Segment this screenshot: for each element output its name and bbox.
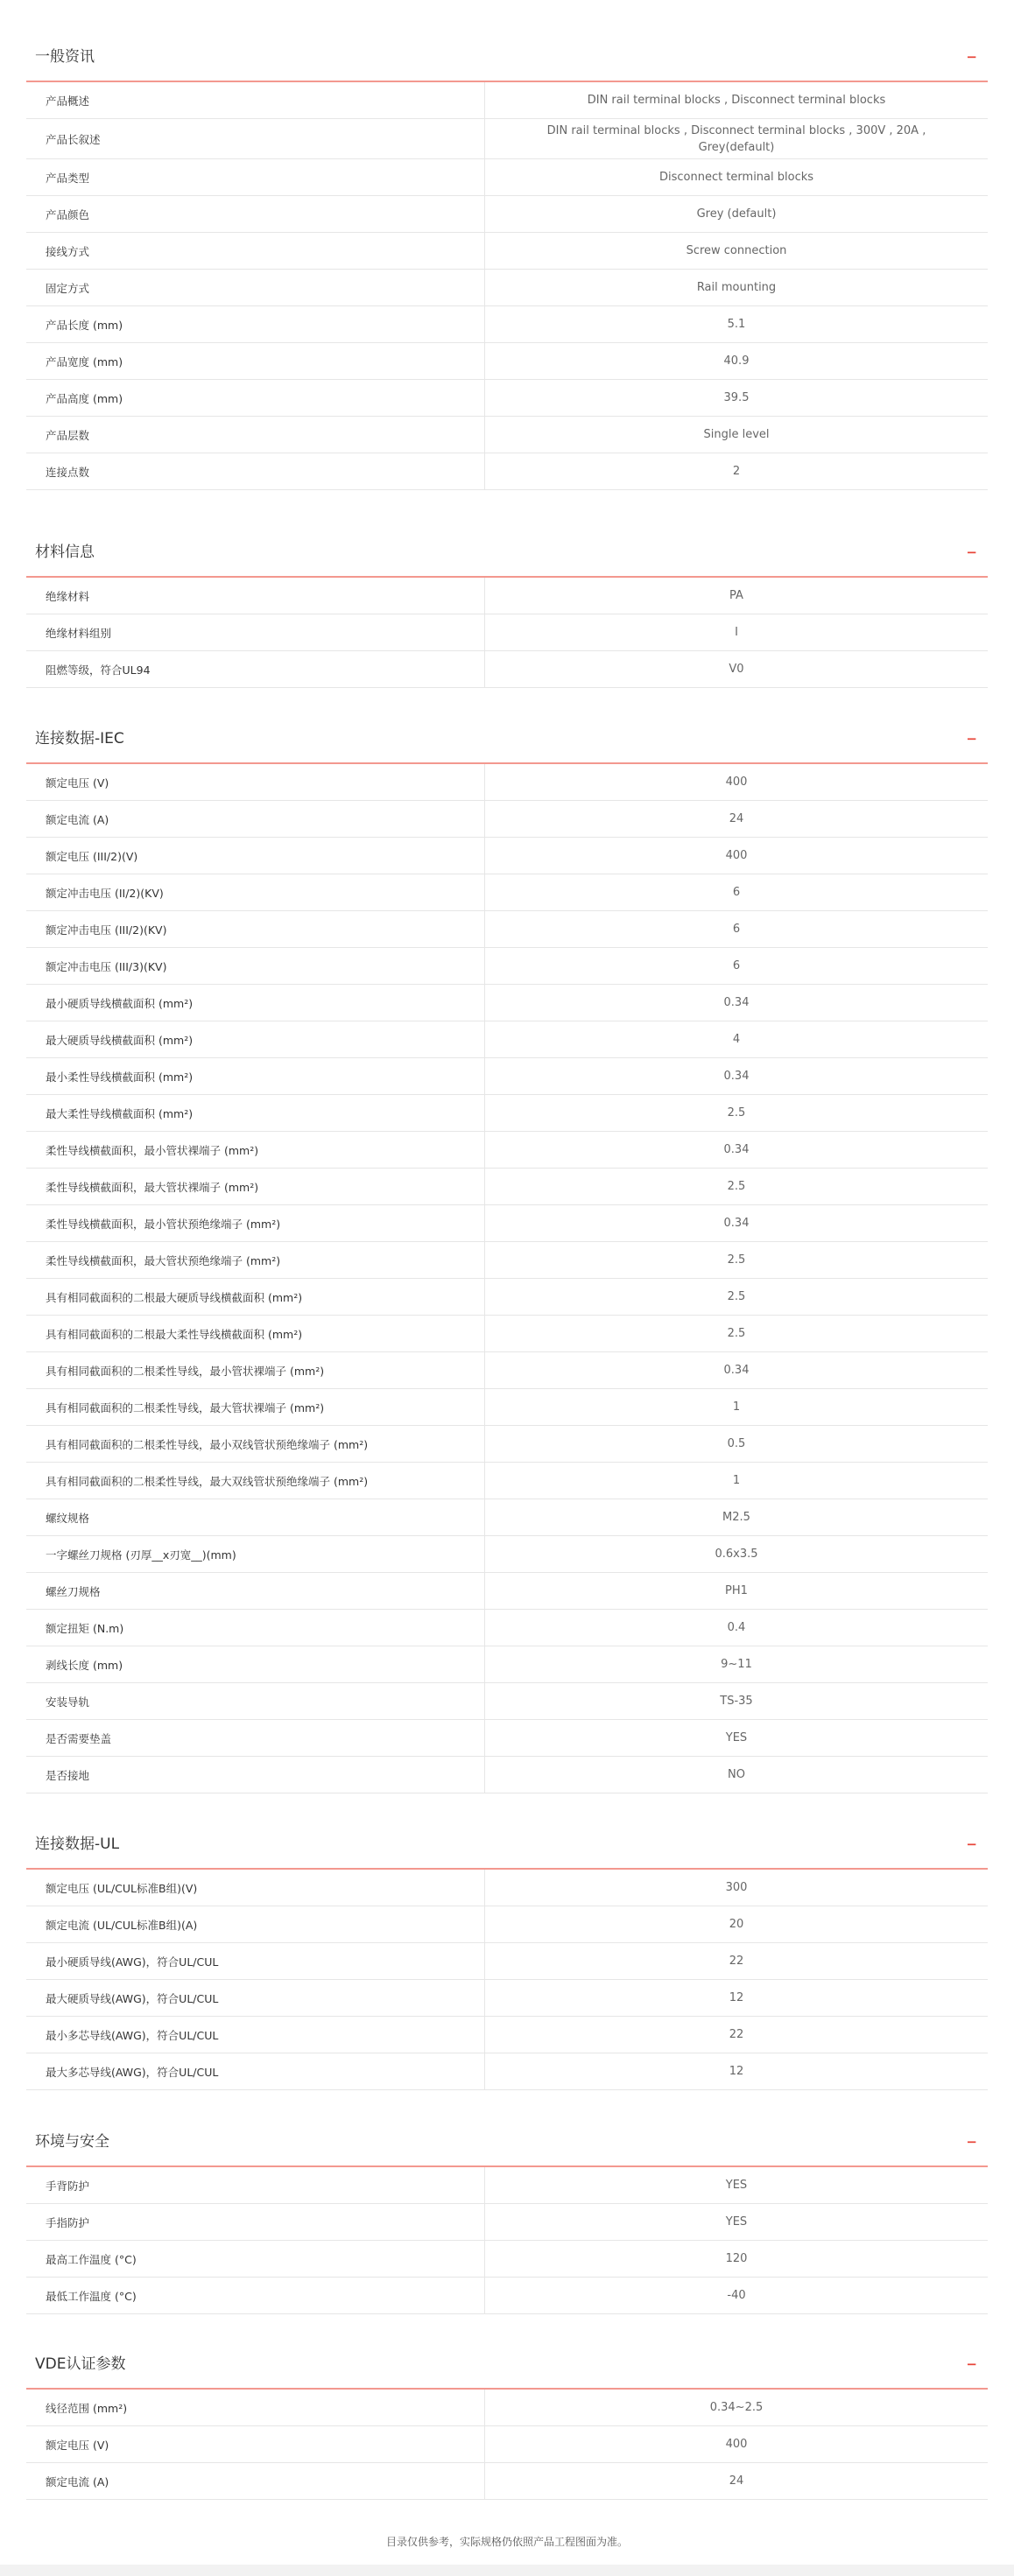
spec-value: 9~11 [721, 1658, 752, 1671]
spec-row [26, 196, 988, 233]
spec-row [26, 651, 988, 688]
spec-label: 额定电压 (UL/CUL标准B组)(V) [46, 1881, 198, 1895]
spec-label: 最小柔性导线横截面积 (mm²) [46, 1070, 194, 1084]
spec-row [26, 270, 988, 306]
spec-value: 2.5 [727, 1106, 746, 1120]
spec-label: 具有相同截面积的二根柔性导线，最大双线管状预绝缘端子 (mm²) [46, 1474, 369, 1488]
spec-value: Grey (default) [696, 207, 777, 221]
collapse-icon[interactable]: − [966, 49, 977, 65]
spec-row [26, 2167, 988, 2204]
spec-label: 具有相同截面积的二根柔性导线，最大管状裸端子 (mm²) [46, 1400, 325, 1414]
spec-row [26, 1169, 988, 1205]
spec-value: 400 [725, 776, 748, 789]
spec-label: 最大硬质导线横截面积 (mm²) [46, 1033, 194, 1047]
spec-value: 24 [729, 2474, 744, 2488]
spec-label: 最大硬质导线(AWG)，符合UL/CUL [46, 1991, 219, 2005]
bottom-bar [0, 2565, 1014, 2576]
spec-value: 12 [729, 1991, 744, 2004]
spec-value: NO [728, 1768, 745, 1781]
spec-value: -40 [727, 2289, 746, 2302]
spec-value: 0.34 [723, 996, 750, 1009]
spec-row [26, 1980, 988, 2017]
spec-label: 绝缘材料组别 [46, 626, 112, 640]
spec-row [26, 1610, 988, 1646]
section-header[interactable] [26, 527, 988, 578]
spec-row [26, 1720, 988, 1757]
spec-row [26, 985, 988, 1021]
spec-row [26, 380, 988, 417]
spec-row [26, 1683, 988, 1720]
spec-value: 22 [729, 1955, 744, 1968]
spec-value: 24 [729, 812, 744, 825]
spec-row [26, 764, 988, 801]
spec-row [26, 1646, 988, 1683]
spec-label: 柔性导线横截面积，最小管状预绝缘端子 (mm²) [46, 1217, 281, 1231]
spec-label: 手指防护 [46, 2215, 90, 2229]
spec-row [26, 948, 988, 985]
spec-value: 20 [729, 1918, 744, 1931]
spec-value: 300 [725, 1881, 748, 1894]
spec-row [26, 343, 988, 380]
spec-value: 22 [729, 2028, 744, 2041]
spec-row [26, 2390, 988, 2426]
spec-row [26, 2241, 988, 2278]
spec-row [26, 2426, 988, 2463]
spec-row [26, 1058, 988, 1095]
spec-label: 最小硬质导线横截面积 (mm²) [46, 996, 194, 1010]
section-title: 一般资讯 [35, 48, 95, 66]
spec-value: YES [725, 2215, 748, 2229]
spec-row [26, 801, 988, 838]
spec-value: I [735, 626, 738, 639]
spec-row [26, 1021, 988, 1058]
spec-label: 额定电流 (A) [46, 2474, 109, 2488]
spec-value: 1 [732, 1474, 741, 1487]
spec-value: 2 [732, 465, 741, 478]
spec-value: 2.5 [727, 1180, 746, 1193]
collapse-icon[interactable]: − [966, 2356, 977, 2372]
spec-label: 产品层数 [46, 428, 90, 442]
section-connection-iec [26, 713, 988, 1793]
spec-label: 是否接地 [46, 1768, 90, 1782]
spec-row [26, 1316, 988, 1352]
spec-row [26, 1536, 988, 1573]
spec-row [26, 2053, 988, 2090]
spec-row [26, 2278, 988, 2314]
spec-label: 产品概述 [46, 94, 90, 108]
spec-value: 400 [725, 2438, 748, 2451]
spec-label: 最小硬质导线(AWG)，符合UL/CUL [46, 1955, 219, 1969]
spec-value: 40.9 [723, 354, 750, 368]
spec-row [26, 233, 988, 270]
spec-value: 1 [732, 1400, 741, 1414]
spec-label: 额定电流 (UL/CUL标准B组)(A) [46, 1918, 198, 1932]
spec-label: 接线方式 [46, 244, 90, 258]
spec-value: 0.5 [727, 1437, 746, 1450]
spec-value: 0.34 [723, 1070, 750, 1083]
spec-label: 产品类型 [46, 171, 90, 185]
collapse-icon[interactable]: − [966, 2134, 977, 2150]
spec-value: 6 [732, 886, 741, 899]
spec-value: PA [729, 589, 743, 602]
spec-label: 额定扭矩 (N.m) [46, 1621, 124, 1635]
spec-row [26, 1132, 988, 1169]
spec-value: DIN rail terminal blocks , Disconnect terminal blocks , 300V , 20A , Grey(default) [546, 123, 926, 154]
section-header[interactable] [26, 2339, 988, 2390]
spec-value: 2.5 [727, 1290, 746, 1303]
section-title: 材料信息 [35, 544, 95, 561]
spec-value: 120 [725, 2252, 748, 2265]
section-title: VDE认证参数 [35, 2355, 126, 2373]
spec-label: 具有相同截面积的二根柔性导线，最小管状裸端子 (mm²) [46, 1364, 325, 1378]
spec-label: 阻燃等级，符合UL94 [46, 663, 151, 677]
spec-row [26, 1757, 988, 1793]
spec-value: Disconnect terminal blocks [658, 171, 814, 184]
spec-row [26, 1242, 988, 1279]
spec-value: YES [725, 1731, 748, 1744]
spec-value: 0.34 [723, 1364, 750, 1377]
spec-row [26, 1906, 988, 1943]
spec-label: 剥线长度 (mm) [46, 1658, 123, 1672]
section-general-info [26, 32, 988, 490]
spec-value: 4 [732, 1033, 741, 1046]
spec-row [26, 838, 988, 874]
spec-label: 最高工作温度 (°C) [46, 2252, 137, 2266]
spec-value: V0 [729, 663, 744, 676]
spec-label: 额定电压 (V) [46, 2438, 109, 2452]
spec-row [26, 1205, 988, 1242]
spec-row [26, 1870, 988, 1906]
spec-label: 安装导轨 [46, 1695, 90, 1709]
spec-row [26, 2017, 988, 2053]
spec-value: 0.34 [723, 1143, 750, 1156]
spec-label: 额定冲击电压 (II/2)(KV) [46, 886, 164, 900]
section-title: 环境与安全 [35, 2133, 109, 2151]
spec-row [26, 119, 988, 159]
section-header[interactable] [26, 2116, 988, 2167]
spec-value: 6 [732, 923, 741, 936]
spec-value: 0.34 [723, 1217, 750, 1230]
spec-label: 线径范围 (mm²) [46, 2401, 128, 2415]
section-header[interactable] [26, 713, 988, 764]
spec-value: YES [725, 2179, 748, 2192]
spec-row [26, 306, 988, 343]
section-material-info [26, 527, 988, 688]
spec-value: 0.4 [727, 1621, 746, 1634]
spec-label: 具有相同截面积的二根最大硬质导线横截面积 (mm²) [46, 1290, 303, 1304]
spec-row [26, 1352, 988, 1389]
spec-label: 额定电压 (III/2)(V) [46, 849, 138, 863]
section-environment-safety [26, 2116, 988, 2314]
section-title: 连接数据-IEC [35, 730, 124, 748]
spec-row [26, 1499, 988, 1536]
spec-value: PH1 [725, 1584, 748, 1597]
spec-label: 最大多芯导线(AWG)，符合UL/CUL [46, 2065, 219, 2079]
spec-row [26, 1943, 988, 1980]
spec-value: Single level [703, 428, 770, 441]
spec-row [26, 453, 988, 490]
spec-label: 螺丝刀规格 [46, 1584, 101, 1598]
spec-row [26, 1426, 988, 1463]
spec-label: 最小多芯导线(AWG)，符合UL/CUL [46, 2028, 219, 2042]
spec-label: 固定方式 [46, 281, 90, 295]
spec-label: 产品长度 (mm) [46, 318, 123, 332]
spec-value: 2.5 [727, 1253, 746, 1267]
collapse-icon[interactable]: − [966, 544, 977, 560]
spec-label: 手背防护 [46, 2179, 90, 2193]
spec-label: 连接点数 [46, 465, 90, 479]
spec-row [26, 82, 988, 119]
spec-label: 柔性导线横截面积，最大管状预绝缘端子 (mm²) [46, 1253, 281, 1267]
spec-label: 额定电压 (V) [46, 776, 109, 790]
spec-row [26, 1463, 988, 1499]
spec-label: 柔性导线横截面积，最大管状裸端子 (mm²) [46, 1180, 259, 1194]
spec-value: M2.5 [722, 1511, 750, 1524]
spec-label: 最大柔性导线横截面积 (mm²) [46, 1106, 194, 1120]
spec-row [26, 911, 988, 948]
section-title: 连接数据-UL [35, 1835, 120, 1853]
section-header[interactable] [26, 32, 988, 82]
spec-value: 400 [725, 849, 748, 862]
spec-row [26, 2463, 988, 2500]
spec-row [26, 2204, 988, 2241]
spec-label: 是否需要垫盖 [46, 1731, 112, 1745]
collapse-icon[interactable]: − [966, 731, 977, 747]
spec-value: 5.1 [727, 318, 746, 331]
spec-label: 额定电流 (A) [46, 812, 109, 826]
spec-label: 具有相同截面积的二根最大柔性导线横截面积 (mm²) [46, 1327, 303, 1341]
spec-label: 产品高度 (mm) [46, 391, 123, 405]
spec-label: 柔性导线横截面积，最小管状裸端子 (mm²) [46, 1143, 259, 1157]
spec-value: DIN rail terminal blocks , Disconnect terminal blocks [587, 94, 886, 107]
spec-value: Rail mounting [696, 281, 777, 294]
spec-label: 最低工作温度 (°C) [46, 2289, 137, 2303]
spec-row [26, 1573, 988, 1610]
spec-value: 0.34~2.5 [709, 2401, 764, 2414]
spec-value: 6 [732, 959, 741, 972]
spec-value: 2.5 [727, 1327, 746, 1340]
spec-value: Screw connection [686, 244, 787, 257]
spec-value: 39.5 [723, 391, 750, 404]
collapse-icon[interactable]: − [966, 1836, 977, 1852]
spec-row [26, 874, 988, 911]
spec-row [26, 1389, 988, 1426]
spec-label: 额定冲击电压 (III/3)(KV) [46, 959, 167, 973]
spec-label: 具有相同截面积的二根柔性导线，最小双线管状预绝缘端子 (mm²) [46, 1437, 369, 1451]
spec-value: 0.6x3.5 [715, 1548, 758, 1561]
section-vde-params [26, 2339, 988, 2500]
spec-label: 一字螺丝刀规格 (刃厚__x刃宽__)(mm) [46, 1548, 236, 1562]
spec-row [26, 614, 988, 651]
spec-label: 产品颜色 [46, 207, 90, 221]
spec-row [26, 578, 988, 614]
spec-row [26, 1279, 988, 1316]
spec-label: 产品长叙述 [46, 132, 101, 146]
spec-label: 产品宽度 (mm) [46, 354, 123, 369]
spec-value: TS-35 [720, 1695, 753, 1708]
footer-disclaimer: 目录仅供参考，实际规格仍依照产品工程图面为准。 [385, 2536, 628, 2548]
spec-label: 额定冲击电压 (III/2)(KV) [46, 923, 167, 937]
spec-row [26, 159, 988, 196]
spec-row [26, 1095, 988, 1132]
spec-value: 12 [729, 2065, 744, 2078]
spec-row [26, 417, 988, 453]
section-connection-ul [26, 1819, 988, 2090]
spec-label: 绝缘材料 [46, 589, 90, 603]
spec-label: 螺纹规格 [46, 1511, 90, 1525]
section-header[interactable] [26, 1819, 988, 1870]
